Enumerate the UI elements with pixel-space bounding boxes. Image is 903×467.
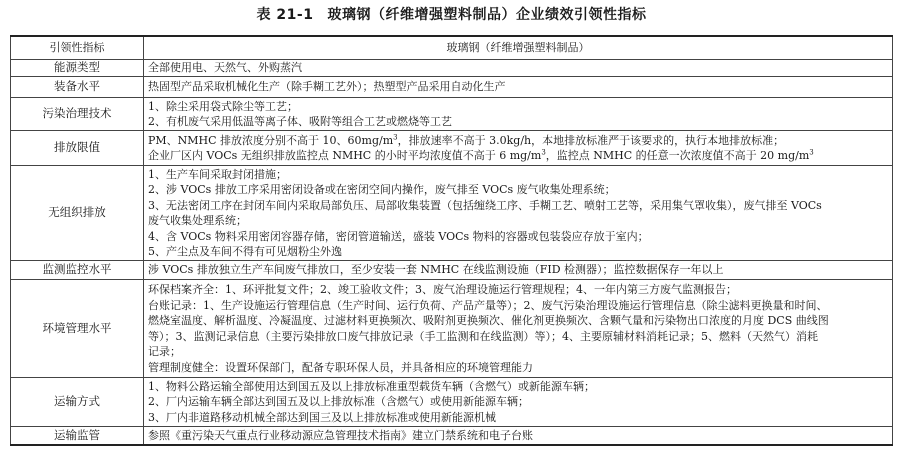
content-line (148, 133, 888, 149)
row-label: 环境管理水平 (11, 280, 144, 378)
table-header-row (11, 36, 893, 60)
row-content (144, 98, 893, 131)
content-line: 环保档案齐全：1、环评批复文件；2、竣工验收文件；3、废气治理设施运行管理规程；4、一年内第三方废气监测报告； (148, 283, 737, 296)
emission-line-2-tail: ，监控点 NMHC 的任意一次浓度值不高于 20 mg/m (545, 149, 810, 162)
content-line: 管理制度健全：设置环保部门，配备专职环保人员，并具备相应的环境管理能力 (148, 360, 533, 374)
content-line: 废气收集处理系统； (148, 214, 247, 227)
row-content (144, 77, 893, 98)
table-row-pollution-control (11, 98, 893, 131)
content-line: 2、厂内运输车辆全部达到国五及以上排放标准（含燃气）或使用新能源车辆； (148, 395, 529, 409)
table-title-text: 玻璃钢（纤维增强塑料制品）企业绩效引领性指标 (327, 7, 647, 23)
content-line: 1、物料公路运输全部使用达到国五及以上排放标准重型载货车辆（含燃气）或新能源车辆； (148, 379, 595, 393)
content-line: 全部使用电、天然气、外购蒸汽 (148, 61, 302, 75)
content-line: 2、涉 VOCs 排放工序采用密闭设备或在密闭空间内操作，废气排至 VOCs 废气收集处理系统； (148, 183, 616, 196)
content-line: 5、产尘点及车间不得有可见烟粉尘外逸 (148, 245, 342, 258)
header-product: 玻璃钢（纤维增强塑料制品） (144, 36, 893, 60)
content-line: 燃烧室温度、解析温度、冷凝温度、过滤材料更换频次、吸附剂更换频次、催化剂更换频次、含颗气量和污染物出口浓度的月度 DCS 曲线图 (148, 314, 829, 327)
table-title (0, 0, 903, 30)
content-line: 3、厂内非道路移动机械全部达到国三及以上排放标准或使用新能源机械 (148, 410, 496, 424)
row-content (144, 131, 893, 166)
table-row-equipment (11, 77, 893, 98)
row-content (144, 60, 893, 77)
table-row-monitoring (11, 261, 893, 280)
table-row-emission-limit (11, 131, 893, 166)
table-row-energy (11, 60, 893, 77)
content-line: 热固型产品采取机械化生产（除手糊工艺外）；热塑型产品采用自动化生产 (148, 80, 506, 94)
row-label: 无组织排放 (11, 166, 144, 261)
row-label: 污染治理技术 (11, 98, 144, 131)
row-label: 排放限值 (11, 131, 144, 166)
row-content (144, 427, 893, 445)
content-line (148, 148, 888, 164)
emission-line-1-tail: ，排放速率不高于 3.0kg/h，本地排放标准严于该要求的，执行本地排放标准； (397, 133, 785, 147)
content-line: 2、有机废气采用低温等离子体、吸附等组合工艺或燃烧等工艺 (148, 115, 452, 128)
row-content (144, 280, 893, 378)
table-number: 表 21-1 (256, 7, 314, 23)
content-line: 1、除尘采用袋式除尘等工艺； (148, 99, 298, 113)
table-row-transport-mode (11, 378, 893, 427)
emission-line-1-head: PM、NMHC 排放浓度分别不高于 10、60mg/m (148, 133, 394, 147)
row-content (144, 378, 893, 427)
table-row-transport-supervision (11, 427, 893, 445)
emission-line-2-head: 企业厂区内 VOCs 无组织排放监控点 NMHC 的小时平均浓度值不高于 6 mg/m (148, 149, 542, 162)
row-label: 装备水平 (11, 77, 144, 98)
superscript: 3 (541, 148, 546, 157)
row-content (144, 261, 893, 280)
row-label: 能源类型 (11, 60, 144, 77)
content-line: 等）；3、监测记录信息（主要污染排放口废气排放记录（手工监测和在线监测）等）；4、主要原辅材料消耗记录；5、燃料（天然气）消耗 (148, 329, 818, 343)
content-line: 记录； (148, 345, 181, 358)
row-label: 运输方式 (11, 378, 144, 427)
table-row-fugitive-emission (11, 166, 893, 261)
superscript: 3 (809, 148, 814, 157)
content-line: 1、生产车间采取封闭措施； (148, 167, 287, 181)
content-line: 4、含 VOCs 物料采用密闭容器存储，密闭管道输送，盛装 VOCs 物料的容器或包装袋应存放于室内； (148, 229, 649, 243)
indicator-table (10, 35, 893, 446)
table-row-environmental-management (11, 280, 893, 378)
superscript: 3 (393, 132, 398, 141)
content-line: 台账记录：1、生产设施运行管理信息（生产时间、运行负荷、产品产量等）；2、废气污染治理设施运行管理信息（除尘滤料更换量和时间、 (148, 298, 828, 312)
content-line: 涉 VOCs 排放独立生产车间废气排放口，至少安装一套 NMHC 在线监测设施（FID 检测器）；监控数据保存一年以上 (148, 263, 724, 277)
row-content (144, 166, 893, 261)
header-indicator: 引领性指标 (11, 36, 144, 60)
row-label: 监测监控水平 (11, 261, 144, 280)
row-label: 运输监管 (11, 427, 144, 445)
content-line: 3、无法密闭工序在封闭车间内采取局部负压、局部收集装置（包括缠绕工序、手糊工艺、喷射工艺等，采用集气罩收集），废气排至 VOCs (148, 198, 822, 212)
content-line: 参照《重污染天气重点行业移动源应急管理技术指南》建立门禁系统和电子台账 (148, 428, 533, 442)
